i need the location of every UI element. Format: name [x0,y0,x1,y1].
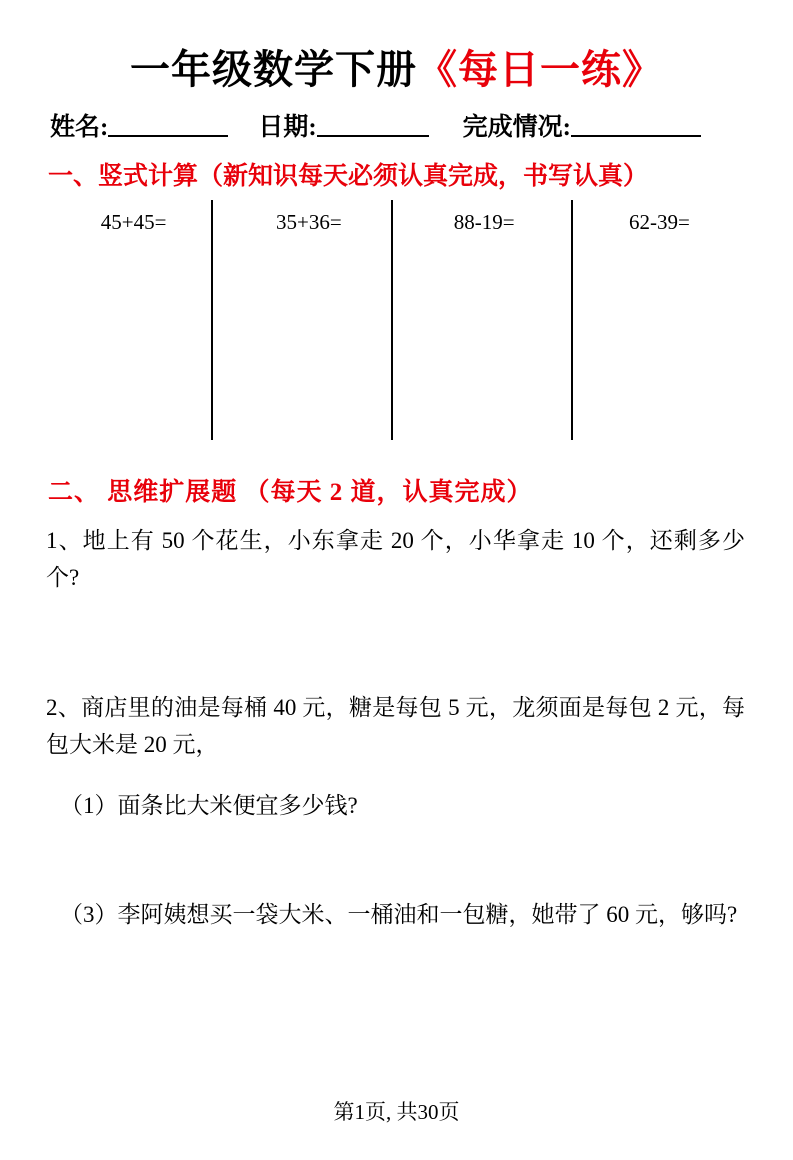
question-2-part-2: （3）李阿姨想买一袋大米、一桶油和一包糖，她带了 60 元，够吗? [60,902,738,928]
question-2-stem: 2、商店里的油是每桶 40 元，糖是每包 5 元，龙须面是每包 2 元，每包大米是 20 元， [46,694,745,757]
section-2-heading: 二、 思维扩展题 （每天 2 道，认真完成） [48,479,533,506]
page-footer: 第1页, 共30页 [333,1100,460,1124]
page-title [46,38,747,95]
title-red-text: 《每日一练》 [417,47,663,92]
calculation-problems-row [46,200,747,235]
status-label: 完成情况: [462,114,571,141]
calc-cell-4[interactable] [572,210,747,235]
question-2-part-1: （1）面条比大米便宜多少钱? [60,793,358,818]
date-field[interactable] [258,115,428,140]
calc-expression-4: 62-39= [628,210,690,234]
spacer-3 [46,763,747,773]
name-field[interactable] [50,115,228,140]
calc-cell-3[interactable] [397,210,572,235]
answer-space-2[interactable] [46,824,747,882]
vertical-calculation-area [46,200,747,458]
date-label: 日期: [258,114,317,141]
calc-expression-3: 88-19= [453,210,515,234]
question-1: 1、地上有 50 个花生，小东拿走 20 个，小华拿走 10 个，还剩多少个? [46,528,745,591]
status-blank[interactable] [571,134,701,137]
worksheet-page [0,38,793,1160]
date-blank[interactable] [317,134,429,137]
section-1-heading: 一、竖式计算（新知识每天必须认真完成，书写认真） [48,163,649,190]
title-black-text: 一年级数学下册 [130,47,417,92]
divider-line-3 [571,200,573,440]
calc-expression-2: 35+36= [276,210,342,234]
name-blank[interactable] [108,134,228,137]
calc-expression-1: 45+45= [100,210,167,234]
answer-space-1[interactable] [46,597,747,675]
status-field[interactable] [463,115,701,140]
divider-line-1 [211,200,213,440]
calc-cell-2[interactable] [221,210,396,235]
calc-cell-1[interactable] [46,210,221,235]
student-info-line [46,115,747,140]
name-label: 姓名: [50,114,109,141]
divider-line-2 [391,200,393,440]
